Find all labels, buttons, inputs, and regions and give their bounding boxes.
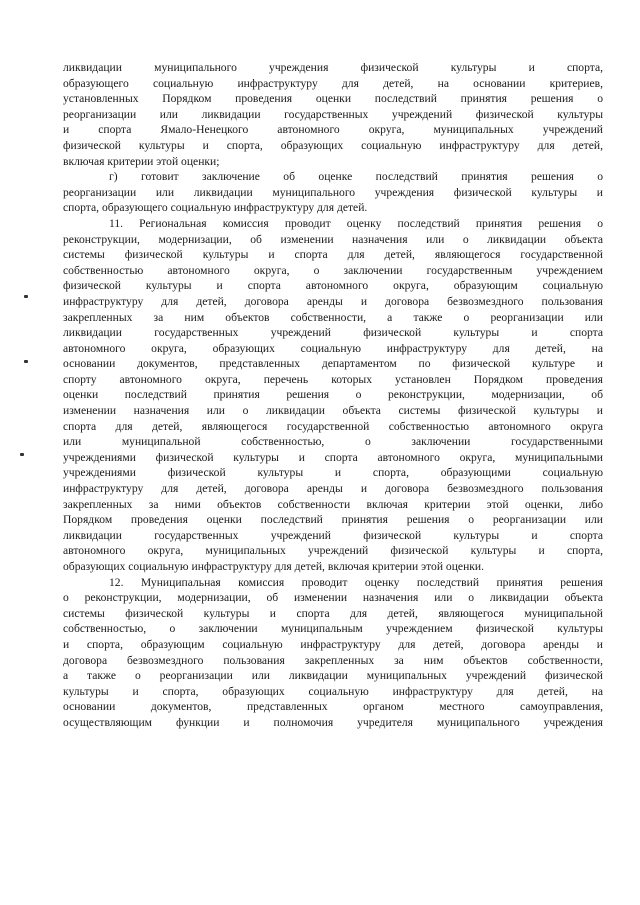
text-line: Порядком проведения оценки последствий принятия решения о реорганизации или — [63, 513, 603, 527]
text-line: 11. Региональная комиссия проводит оценку последствий принятия решения о — [109, 216, 603, 230]
text-line: и спорта, образующим социальную инфраструктуру для детей, договора аренды и — [63, 637, 603, 651]
text-line: спорта, образующего социальную инфраструктуру для детей. — [63, 201, 368, 215]
document-page — [63, 60, 603, 731]
text-line: автономного округа, образующих социальную инфраструктуру для детей, на — [63, 341, 603, 355]
text-line: системы физической культуры и спорта для детей, являющегося государственной — [63, 248, 603, 262]
text-line: основании документов, представленных департаментом по физической культуре и — [63, 357, 603, 371]
text-line: и спорта Ямало-Ненецкого автономного округа, муниципальных учреждений — [63, 123, 603, 137]
text-line: 12. Муниципальная комиссия проводит оценку последствий принятия решения — [109, 575, 603, 589]
text-line: о реконструкции, модернизации, об изменении назначения или о ликвидации объекта — [63, 591, 603, 605]
text-line: спорта для детей, являющегося государственной собственностью автономного округа — [63, 419, 603, 433]
text-line: инфраструктуру для детей, договора аренды и договора безвозмездного пользования — [63, 482, 603, 496]
text-line: реорганизации или ликвидации муниципального учреждения физической культуры и — [63, 185, 603, 199]
text-line: собственностью автономного округа, о заключении государственным учреждением — [63, 263, 603, 277]
text-line: реконструкции, модернизации, об изменении назначения или о ликвидации объекта — [63, 232, 603, 246]
text-line: спорту автономного округа, перечень которых установлен Порядком проведения — [63, 372, 603, 386]
text-line: изменении назначения или о ликвидации объекта системы физической культуры и — [63, 404, 603, 418]
text-line: или муниципальной собственностью, о заключении государственными — [63, 435, 603, 449]
text-line: учреждениями физической культуры и спорта автономного округа, муниципальными — [63, 450, 603, 464]
text-line: закрепленных за ними объектов собственности включая критерии этой оценки, либо — [63, 497, 603, 511]
text-line: а также о реорганизации или ликвидации муниципальных учреждений физической — [63, 669, 603, 683]
text-line: договора безвозмездного пользования закрепленных за ним объектов собственности, — [63, 653, 603, 667]
margin-mark-3 — [20, 453, 24, 456]
text-line: учреждениями физической культуры и спорта, образующими социальную — [63, 466, 603, 480]
text-line: собственностью, о заключении муниципальным учреждением физической культуры — [63, 622, 603, 636]
text-line: инфраструктуру для детей, договора аренды и договора безвозмездного пользования — [63, 294, 603, 308]
text-line: образующих социальную инфраструктуру для детей, включая критерии этой оценки. — [63, 560, 485, 573]
text-line: ликвидации государственных учреждений физической культуры и спорта — [63, 528, 603, 542]
text-line: ликвидации государственных учреждений физической культуры и спорта — [63, 326, 603, 340]
text-line: закрепленных за ним объектов собственности, а также о реорганизации или — [63, 310, 603, 324]
margin-mark-1 — [24, 295, 28, 298]
text-line: автономного округа, муниципальных учреждений физической культуры и спорта, — [63, 544, 603, 558]
text-line: образующего социальную инфраструктуру для детей, на основании критериев, — [63, 76, 603, 90]
text-line: оценки последствий принятия решения о реконструкции, модернизации, об — [63, 388, 603, 402]
text-line: реорганизации или ликвидации государственных учреждений физической культуры — [63, 107, 603, 121]
text-line: осуществляющим функции и полномочия учредителя муниципального учреждения — [63, 715, 603, 729]
text-line: установленных Порядком проведения оценки последствий принятия решения о — [63, 92, 603, 106]
text-line: основании документов, представленных органом местного самоуправления, — [63, 700, 603, 714]
text-line: физической культуры и спорта автономного округа, образующим социальную — [63, 279, 603, 293]
text-line: включая критерии этой оценки; — [63, 154, 220, 168]
text-line: культуры и спорта, образующих социальную инфраструктуру для детей, на — [63, 684, 603, 698]
text-line: ликвидации муниципального учреждения физической культуры и спорта, — [63, 61, 603, 74]
text-line: г) готовит заключение об оценке последствий принятия решения о — [109, 170, 603, 184]
text-line: физической культуры и спорта, образующих социальную инфраструктуру для детей, — [63, 138, 603, 152]
margin-mark-2 — [24, 360, 28, 363]
text-line: системы физической культуры и спорта для детей, являющегося муниципальной — [63, 606, 603, 620]
